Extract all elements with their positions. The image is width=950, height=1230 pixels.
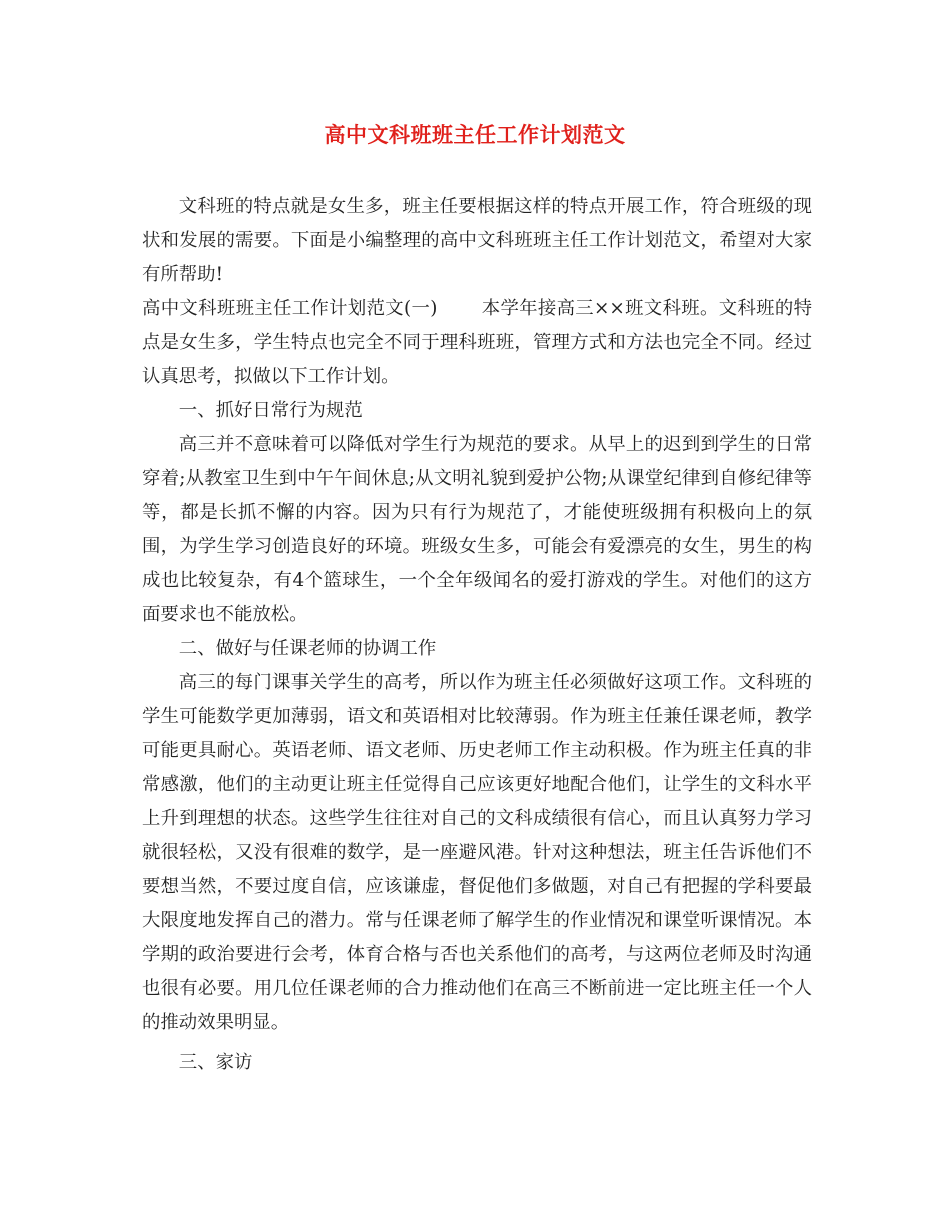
- document-body: [142, 190, 812, 1080]
- paragraph-teacher-coordination: 高三的每门课事关学生的高考，所以作为班主任必须做好这项工作。文科班的学生可能数学更加薄弱，语文和英语相对比较薄弱。作为班主任兼任课老师，教学可能更具耐心。英语老师、语文老师、历史老师工作主动积极。作为班主任真的非常感激，他们的主动更让班主任觉得自己应该更好地配合他们，让学生的文科水平上升到理想的状态。这些学生往往对自己的文科成绩很有信心，而且认真努力学习就很轻松，又没有很难的数学，是一座避风港。针对这种想法，班主任告诉他们不要想当然，不要过度自信，应该谦虚，督促他们多做题，对自己有把握的学科要最大限度地发挥自己的潜力。常与任课老师了解学生的作业情况和课堂听课情况。本学期的政治要进行会考，体育合格与否也关系他们的高考，与这两位老师及时沟通也很有必要。用几位任课老师的合力推动他们在高三不断前进一定比班主任一个人的推动效果明显。: [142, 672, 812, 1033]
- section-intro: 本学年接高三××班文科班。文科班的特点是女生多，学生特点也完全不同于理科班班，管理方式和方法也完全不同。经过认真思考，拟做以下工作计划。: [142, 298, 812, 387]
- heading-home-visit: 三、家访: [178, 1052, 253, 1073]
- document-title: 高中文科班班主任工作计划范文: [324, 122, 626, 147]
- paragraph-daily-behavior: 高三并不意味着可以降低对学生行为规范的要求。从早上的迟到到学生的日常穿着;从教室卫生到中午午间休息;从文明礼貌到爱护公物;从课堂纪律到自修纪律等等，都是长抓不懈的内容。因为只有行为规范了，才能使班级拥有积极向上的氛围，为学生学习创造良好的环境。班级女生多，可能会有爱漂亮的女生，男生的构成也比较复杂，有4个篮球生，一个全年级闻名的爱打游戏的学生。对他们的这方面要求也不能放松。: [142, 434, 812, 625]
- section-one-paragraph: [142, 292, 812, 394]
- section-label: 高中文科班班主任工作计划范文(一): [142, 298, 438, 319]
- heading-daily-behavior: 一、抓好日常行为规范: [178, 400, 363, 421]
- intro-paragraph: 文科班的特点就是女生多，班主任要根据这样的特点开展工作，符合班级的现状和发展的需要。下面是小编整理的高中文科班班主任工作计划范文，希望对大家有所帮助!: [142, 196, 812, 285]
- heading-teacher-coordination: 二、做好与任课老师的协调工作: [178, 638, 437, 659]
